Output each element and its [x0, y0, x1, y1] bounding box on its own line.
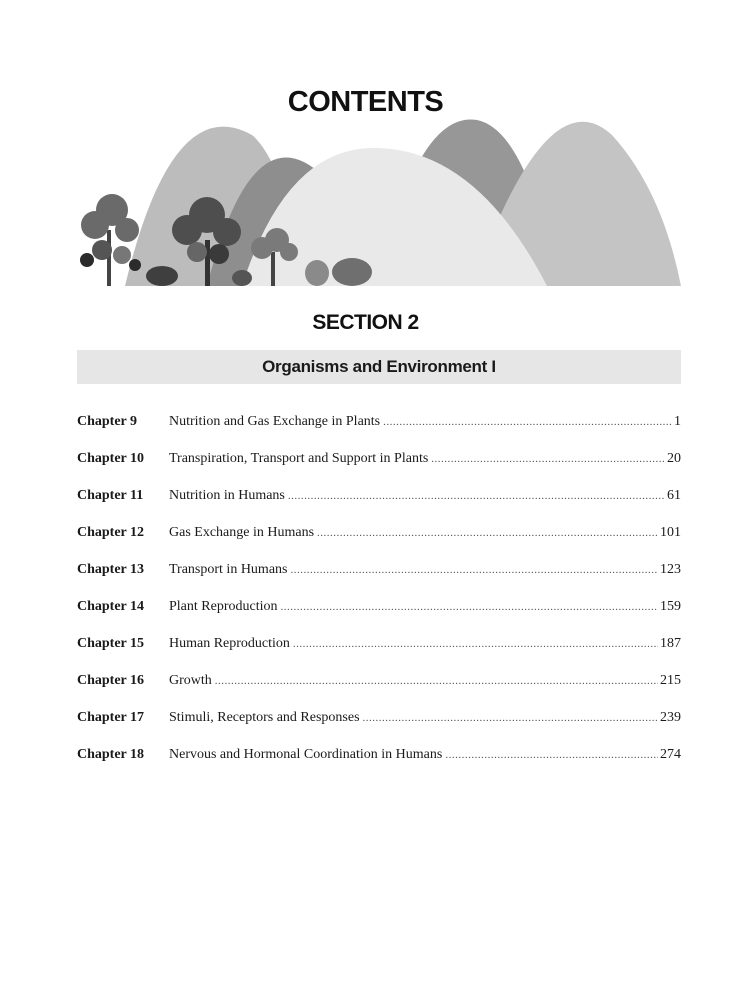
- dot-leader: [281, 601, 659, 613]
- toc-entry-chapter-12[interactable]: [77, 525, 681, 562]
- chapter-title: Plant Reproduction: [169, 599, 278, 614]
- page-number: 187: [660, 636, 681, 651]
- toc-entry-chapter-16[interactable]: [77, 673, 681, 710]
- chapter-title: Human Reproduction: [169, 636, 290, 651]
- chapter-label: Chapter 9: [77, 414, 138, 429]
- chapter-title: Nutrition in Humans: [169, 488, 285, 503]
- chapter-label: Chapter 14: [77, 599, 145, 614]
- chapter-label: Chapter 11: [77, 488, 144, 503]
- chapter-title: Nutrition and Gas Exchange in Plants: [169, 414, 381, 429]
- toc-entry-chapter-15[interactable]: [77, 636, 681, 673]
- chapter-title: Gas Exchange in Humans: [169, 525, 315, 540]
- page-number: 215: [660, 673, 681, 688]
- toc-entry-chapter-14[interactable]: [77, 599, 681, 636]
- dot-leader: [445, 749, 658, 761]
- chapter-title: Stimuli, Receptors and Responses: [169, 710, 360, 725]
- page-number: 61: [667, 488, 681, 503]
- dot-leader: [293, 638, 658, 650]
- chapter-label: Chapter 17: [77, 710, 145, 725]
- dot-leader: [363, 712, 658, 724]
- dot-leader: [383, 416, 672, 428]
- chapter-title: Transport in Humans: [169, 562, 288, 577]
- chapter-label: Chapter 13: [77, 562, 145, 577]
- dot-leader: [288, 490, 665, 502]
- page-number: 239: [660, 710, 681, 725]
- contents-title: CONTENTS: [287, 86, 444, 118]
- toc-entry-chapter-10[interactable]: [77, 451, 681, 488]
- page-number: 1: [674, 414, 681, 429]
- page-number: 101: [660, 525, 681, 540]
- chapter-label: Chapter 18: [77, 747, 145, 762]
- toc-entry-chapter-11[interactable]: [77, 488, 681, 525]
- page-number: 274: [660, 747, 681, 762]
- chapter-title: Nervous and Hormonal Coordination in Humans: [169, 747, 443, 762]
- section-subtitle: Organisms and Environment I: [262, 357, 496, 376]
- toc-entry-chapter-18[interactable]: [77, 747, 681, 784]
- dot-leader: [215, 675, 658, 687]
- chapter-title: Transpiration, Transport and Support in Plants: [169, 451, 429, 466]
- chapter-label: Chapter 12: [77, 525, 145, 540]
- section-heading: SECTION 2: [312, 311, 419, 334]
- dot-leader: [431, 453, 665, 465]
- page-number: 123: [660, 562, 681, 577]
- chapter-label: Chapter 10: [77, 451, 145, 466]
- table-of-contents: [77, 414, 681, 784]
- chapter-label: Chapter 16: [77, 673, 145, 688]
- toc-entry-chapter-13[interactable]: [77, 562, 681, 599]
- chapter-label: Chapter 15: [77, 636, 145, 651]
- toc-entry-chapter-9[interactable]: [77, 414, 681, 451]
- chapter-title: Growth: [169, 673, 212, 688]
- toc-entry-chapter-17[interactable]: [77, 710, 681, 747]
- dot-leader: [317, 527, 658, 539]
- page-number: 20: [667, 451, 681, 466]
- section-band: [77, 350, 681, 384]
- dot-leader: [291, 564, 659, 576]
- page-number: 159: [660, 599, 681, 614]
